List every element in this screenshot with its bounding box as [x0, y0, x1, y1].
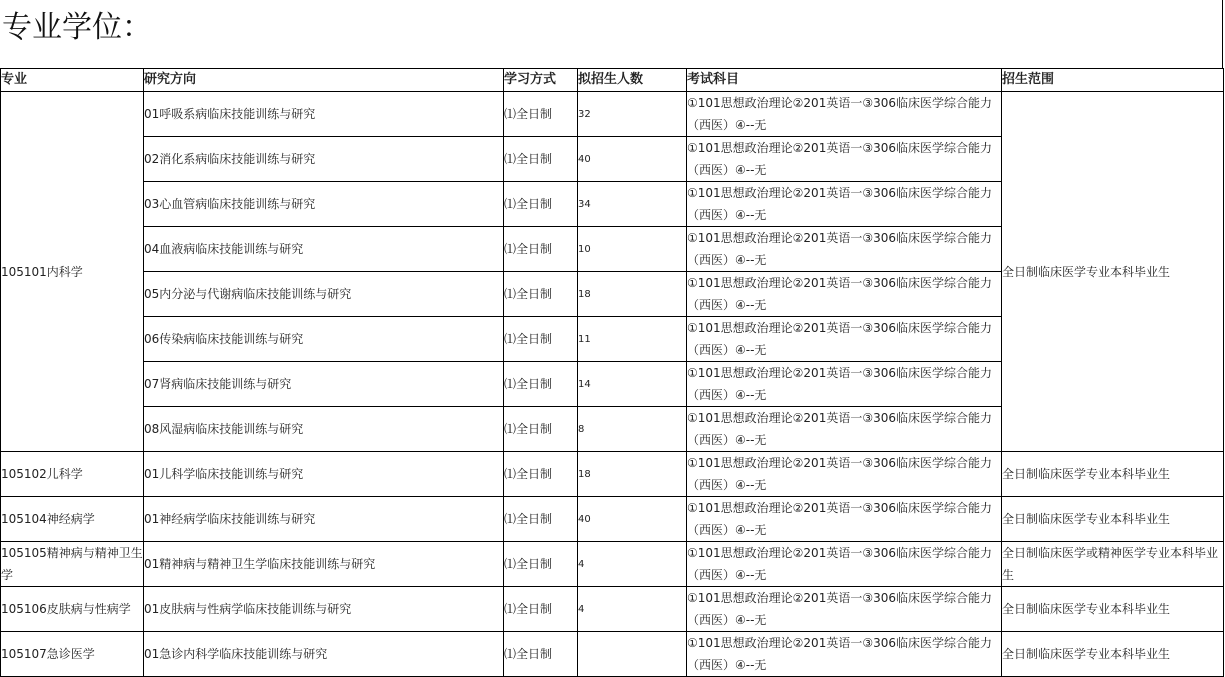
scope-cell: 全日制临床医学专业本科毕业生	[1002, 497, 1224, 542]
direction-cell: 03心血管病临床技能训练与研究	[144, 182, 504, 227]
study-mode-cell: ⑴全日制	[504, 137, 578, 182]
direction-cell: 04血液病临床技能训练与研究	[144, 227, 504, 272]
header-major: 专业	[1, 69, 144, 92]
enrollment-value: 10	[578, 244, 591, 255]
header-exam: 考试科目	[687, 69, 1002, 92]
scope-cell: 全日制临床医学专业本科毕业生	[1002, 452, 1224, 497]
enrollment-value: 4	[578, 559, 585, 570]
table-row	[1, 632, 1224, 677]
direction-cell: 02消化系病临床技能训练与研究	[144, 137, 504, 182]
direction-cell: 01急诊内科学临床技能训练与研究	[144, 632, 504, 677]
frame-border	[1222, 0, 1223, 68]
exam-subjects-cell: ①101思想政治理论②201英语一③306临床医学综合能力（西医）④--无	[687, 317, 1002, 362]
study-mode-cell: ⑴全日制	[504, 542, 578, 587]
enrollment-cell	[578, 137, 687, 182]
enrollment-cell	[578, 362, 687, 407]
header-enrollment: 拟招生人数	[578, 69, 687, 92]
header-row	[1, 69, 1224, 92]
scope-cell: 全日制临床医学专业本科毕业生	[1002, 92, 1224, 452]
direction-cell: 08风湿病临床技能训练与研究	[144, 407, 504, 452]
header-mode: 学习方式	[504, 69, 578, 92]
exam-subjects-cell: ①101思想政治理论②201英语一③306临床医学综合能力（西医）④--无	[687, 362, 1002, 407]
page-title: 专业学位：	[2, 10, 152, 45]
enrollment-value: 40	[578, 514, 591, 525]
enrollment-cell	[578, 92, 687, 137]
study-mode-cell: ⑴全日制	[504, 272, 578, 317]
table-row	[1, 542, 1224, 587]
direction-cell: 06传染病临床技能训练与研究	[144, 317, 504, 362]
major-cell: 105105精神病与精神卫生学	[1, 542, 144, 587]
exam-subjects-cell: ①101思想政治理论②201英语一③306临床医学综合能力（西医）④--无	[687, 587, 1002, 632]
enrollment-value: 32	[578, 109, 591, 120]
exam-subjects-cell: ①101思想政治理论②201英语一③306临床医学综合能力（西医）④--无	[687, 272, 1002, 317]
exam-subjects-cell: ①101思想政治理论②201英语一③306临床医学综合能力（西医）④--无	[687, 452, 1002, 497]
major-cell: 105104神经病学	[1, 497, 144, 542]
study-mode-cell: ⑴全日制	[504, 632, 578, 677]
major-cell: 105101内科学	[1, 92, 144, 452]
enrollment-cell	[578, 587, 687, 632]
study-mode-cell: ⑴全日制	[504, 587, 578, 632]
enrollment-cell	[578, 632, 687, 677]
scope-cell: 全日制临床医学或精神医学专业本科毕业生	[1002, 542, 1224, 587]
direction-cell: 01皮肤病与性病学临床技能训练与研究	[144, 587, 504, 632]
direction-cell: 01精神病与精神卫生学临床技能训练与研究	[144, 542, 504, 587]
exam-subjects-cell: ①101思想政治理论②201英语一③306临床医学综合能力（西医）④--无	[687, 227, 1002, 272]
direction-cell: 01呼吸系病临床技能训练与研究	[144, 92, 504, 137]
exam-subjects-cell: ①101思想政治理论②201英语一③306临床医学综合能力（西医）④--无	[687, 542, 1002, 587]
table-row	[1, 92, 1224, 137]
exam-subjects-cell: ①101思想政治理论②201英语一③306临床医学综合能力（西医）④--无	[687, 497, 1002, 542]
scope-cell: 全日制临床医学专业本科毕业生	[1002, 587, 1224, 632]
study-mode-cell: ⑴全日制	[504, 497, 578, 542]
study-mode-cell: ⑴全日制	[504, 452, 578, 497]
direction-cell: 07肾病临床技能训练与研究	[144, 362, 504, 407]
enrollment-value: 4	[578, 604, 585, 615]
direction-cell: 01神经病学临床技能训练与研究	[144, 497, 504, 542]
exam-subjects-cell: ①101思想政治理论②201英语一③306临床医学综合能力（西医）④--无	[687, 632, 1002, 677]
enrollment-cell	[578, 452, 687, 497]
exam-subjects-cell: ①101思想政治理论②201英语一③306临床医学综合能力（西医）④--无	[687, 182, 1002, 227]
enrollment-cell	[578, 227, 687, 272]
table-row	[1, 497, 1224, 542]
header-scope: 招生范围	[1002, 69, 1224, 92]
major-cell: 105107急诊医学	[1, 632, 144, 677]
direction-cell: 05内分泌与代谢病临床技能训练与研究	[144, 272, 504, 317]
major-cell: 105106皮肤病与性病学	[1, 587, 144, 632]
table-row	[1, 452, 1224, 497]
study-mode-cell: ⑴全日制	[504, 407, 578, 452]
enrollment-value: 14	[578, 379, 591, 390]
enrollment-cell	[578, 407, 687, 452]
exam-subjects-cell: ①101思想政治理论②201英语一③306临床医学综合能力（西医）④--无	[687, 92, 1002, 137]
enrollment-cell	[578, 542, 687, 587]
enrollment-cell	[578, 497, 687, 542]
enrollment-value: 11	[578, 334, 591, 345]
major-cell: 105102儿科学	[1, 452, 144, 497]
scope-cell: 全日制临床医学专业本科毕业生	[1002, 632, 1224, 677]
enrollment-value: 34	[578, 199, 591, 210]
enrollment-cell	[578, 182, 687, 227]
enrollment-value: 40	[578, 154, 591, 165]
direction-cell: 01儿科学临床技能训练与研究	[144, 452, 504, 497]
enrollment-value: 18	[578, 289, 591, 300]
enrollment-cell	[578, 317, 687, 362]
study-mode-cell: ⑴全日制	[504, 92, 578, 137]
study-mode-cell: ⑴全日制	[504, 182, 578, 227]
enrollment-value: 8	[578, 424, 585, 435]
study-mode-cell: ⑴全日制	[504, 227, 578, 272]
study-mode-cell: ⑴全日制	[504, 362, 578, 407]
header-direction: 研究方向	[144, 69, 504, 92]
enrollment-value: 18	[578, 469, 591, 480]
exam-subjects-cell: ①101思想政治理论②201英语一③306临床医学综合能力（西医）④--无	[687, 137, 1002, 182]
exam-subjects-cell: ①101思想政治理论②201英语一③306临床医学综合能力（西医）④--无	[687, 407, 1002, 452]
admission-table	[0, 68, 1224, 677]
study-mode-cell: ⑴全日制	[504, 317, 578, 362]
table-row	[1, 587, 1224, 632]
enrollment-cell	[578, 272, 687, 317]
